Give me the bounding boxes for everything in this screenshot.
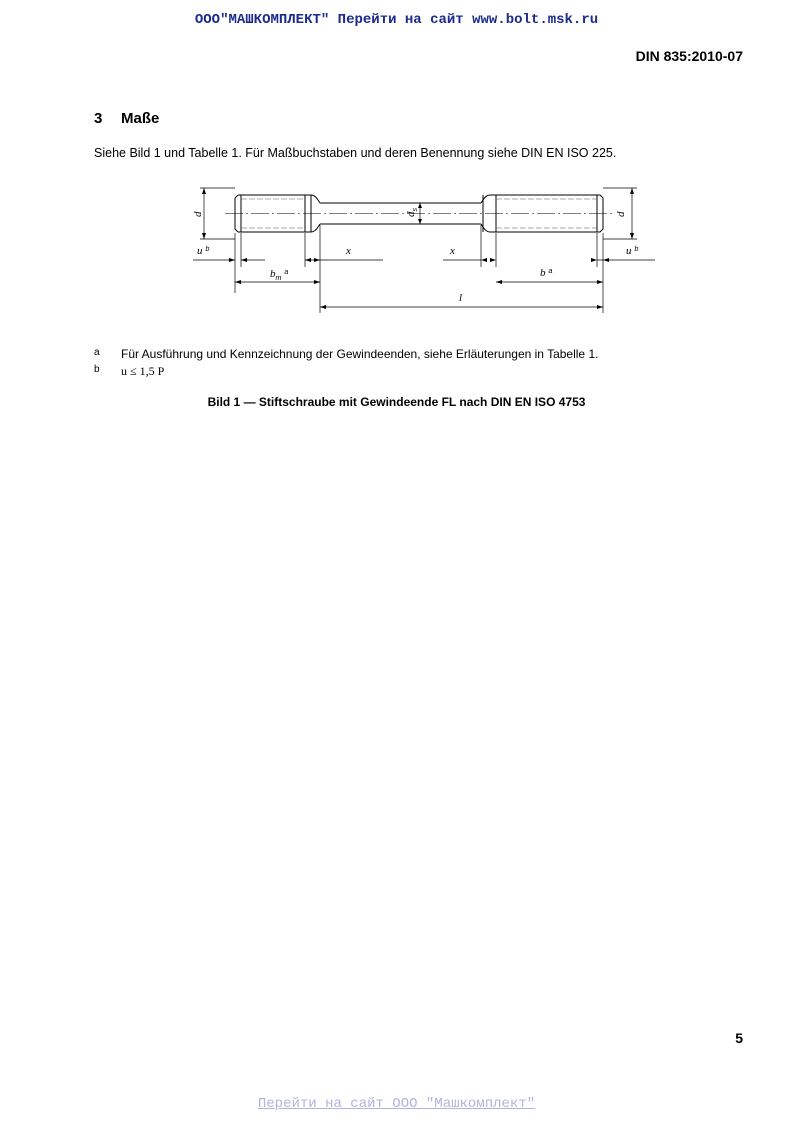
footnote-a-text: Für Ausführung und Kennzeichnung der Gewindeenden, siehe Erläuterungen in Tabelle 1.: [121, 347, 599, 361]
label-bm: $b_m^a$: [270, 268, 289, 282]
stud-bolt-svg: [185, 183, 655, 323]
document-id: DIN 835:2010-07: [635, 48, 743, 64]
label-l: l: [459, 292, 463, 304]
footnote-b-text: u ≤ 1,5 P: [121, 364, 165, 378]
top-site-link[interactable]: ООО"МАШКОМПЛЕКТ" Перейти на сайт www.bolt.msk.ru: [194, 12, 599, 28]
section-title: Maße: [121, 110, 160, 127]
label-x-left: x: [346, 245, 351, 257]
page-number: 5: [735, 1030, 743, 1046]
label-x-right: x: [450, 245, 455, 257]
label-u-right: u $^b$: [626, 245, 639, 257]
footnote-b-mark: b: [94, 364, 100, 375]
label-d-left: d: [192, 211, 204, 217]
label-ds: $d_s$: [405, 208, 419, 217]
figure-caption: Bild 1 — Stiftschraube mit Gewindeende FL nach DIN EN ISO 4753: [207, 395, 586, 409]
section-intro-text: Siehe Bild 1 und Tabelle 1. Für Maßbuchstaben und deren Benennung siehe DIN EN ISO 225.: [94, 146, 617, 160]
section-heading: [94, 110, 159, 127]
bottom-site-link[interactable]: Перейти на сайт ООО "Машкомплект": [257, 1096, 536, 1112]
footnote-a: [94, 347, 598, 361]
stud-bolt-drawing: [185, 183, 655, 323]
footnote-b: [94, 364, 164, 379]
section-number: 3: [94, 110, 103, 127]
label-u-left: u $^b$: [197, 245, 210, 257]
label-b: b $^a$: [540, 267, 553, 279]
footnote-a-mark: a: [94, 347, 100, 358]
label-d-right: d: [615, 211, 627, 217]
